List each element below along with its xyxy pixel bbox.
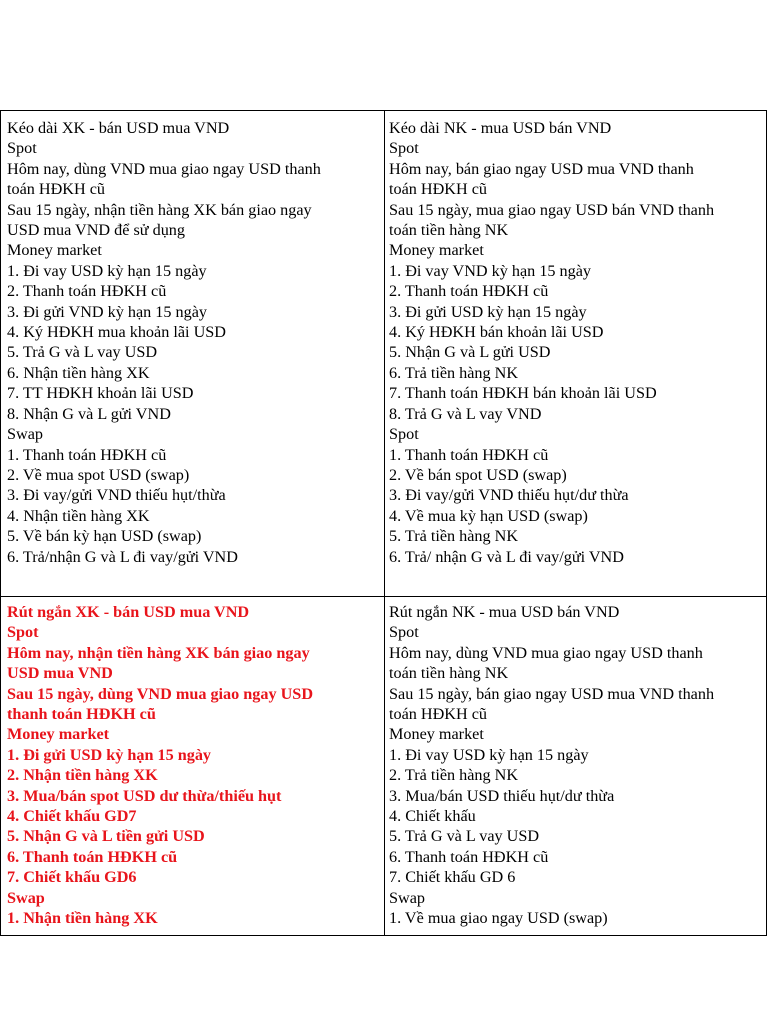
cell-text-line: 6. Thanh toán HĐKH cũ [389,847,549,866]
cell-text-line: 4. Chiết khấu [389,807,476,826]
cell-text-line: 4. Chiết khấu GD7 [7,807,137,826]
cell-text-line: 1. Về mua giao ngay USD (swap) [389,909,608,928]
cell-text-line: 3. Đi gửi USD kỳ hạn 15 ngày [389,302,587,321]
cell-text-line: 1. Thanh toán HĐKH cũ [7,445,167,464]
cell-shorten-import [389,602,714,929]
cell-text-line: 1. Thanh toán HĐKH cũ [389,445,549,464]
cell-text-line: 1. Đi vay USD kỳ hạn 15 ngày [7,261,207,280]
cell-heading: Rút ngắn XK - bán USD mua VND [7,603,250,621]
cell-shorten-export [7,602,313,929]
cell-text-line: 4. Ký HĐKH bán khoản lãi USD [389,323,604,342]
cell-text-line: Swap [7,888,45,907]
cell-extend-import [389,118,714,567]
cell-text-line: 3. Mua/bán USD thiếu hụt/dư thừa [389,786,615,805]
cell-text-line: 5. Nhận G và L tiền gửi USD [7,827,205,846]
cell-text-line: Sau 15 ngày, mua giao ngay USD bán VND thanh [389,200,715,219]
cell-text-line: 2. Về mua spot USD (swap) [7,465,190,484]
cell-text-line: 4. Về mua kỳ hạn USD (swap) [389,506,588,525]
cell-text-line: Hôm nay, bán giao ngay USD mua VND thanh [389,159,694,178]
cell-text-line: 6. Trả tiền hàng NK [389,363,519,382]
cell-text-line: 2. Trả tiền hàng NK [389,766,519,785]
cell-text-line: toán HĐKH cũ [389,705,488,724]
cell-text-line: 3. Đi vay/gửi VND thiếu hụt/dư thừa [389,486,629,505]
cell-text-line: toán tiền hàng NK [389,221,509,240]
cell-text-line: 6. Trả/ nhận G và L đi vay/gửi VND [389,547,624,566]
cell-text-line: Spot [389,623,419,642]
cell-text-line: 6. Nhận tiền hàng XK [7,363,150,382]
cell-text-line: 5. Nhận G và L gửi USD [389,343,551,362]
cell-heading: Kéo dài NK - mua USD bán VND [389,119,612,137]
cell-text-line: Money market [7,241,102,260]
cell-text-line: toán HĐKH cũ [389,180,488,199]
cell-text-line: 1. Nhận tiền hàng XK [7,909,158,928]
cell-text-line: toán HĐKH cũ [7,180,106,199]
column-divider [384,111,385,935]
cell-text-line: Money market [389,241,484,260]
cell-text-line: toán tiền hàng NK [389,664,509,683]
cell-text-line: 3. Đi vay/gửi VND thiếu hụt/thừa [7,486,226,505]
cell-text-line: 4. Ký HĐKH mua khoản lãi USD [7,323,226,342]
cell-text-line: Sau 15 ngày, nhận tiền hàng XK bán giao ngay [7,200,312,219]
cell-text-line: USD mua VND [7,664,113,683]
cell-text-line: Spot [389,425,419,444]
cell-text-line: 8. Nhận G và L gửi VND [7,404,171,423]
cell-text-line: 2. Thanh toán HĐKH cũ [389,282,549,301]
cell-text-line: Money market [7,725,110,744]
cell-text-line: 4. Nhận tiền hàng XK [7,506,150,525]
cell-extend-export [7,118,321,567]
cell-text-line: 7. Chiết khấu GD6 [7,868,137,887]
cell-text-line: Hôm nay, dùng VND mua giao ngay USD thanh [7,159,321,178]
cell-text-line: Spot [7,139,37,158]
cell-text-line: 7. Thanh toán HĐKH bán khoản lãi USD [389,384,657,403]
cell-text-line: Hôm nay, nhận tiền hàng XK bán giao ngay [7,643,310,662]
cell-text-line: Spot [389,139,419,158]
cell-text-line: 8. Trả G và L vay VND [389,404,542,423]
cell-text-line: 7. Chiết khấu GD 6 [389,868,516,887]
cell-text-line: 7. TT HĐKH khoản lãi USD [7,384,194,403]
cell-text-line: 3. Mua/bán spot USD dư thừa/thiếu hụt [7,786,282,805]
cell-text-line: Sau 15 ngày, bán giao ngay USD mua VND thanh [389,684,715,703]
cell-text-line: 1. Đi gửi USD kỳ hạn 15 ngày [7,745,212,764]
cell-text-line: 6. Thanh toán HĐKH cũ [7,847,178,866]
cell-text-line: 5. Trả G và L vay USD [7,343,158,362]
cell-text-line: Swap [389,888,425,907]
cell-text-line: Swap [7,425,43,444]
cell-text-line: 3. Đi gửi VND kỳ hạn 15 ngày [7,302,208,321]
cell-text-line: Hôm nay, dùng VND mua giao ngay USD thanh [389,643,703,662]
cell-heading: Rút ngắn NK - mua USD bán VND [389,603,620,621]
cell-text-line: 5. Trả tiền hàng NK [389,527,519,546]
cell-text-line: 1. Đi vay VND kỳ hạn 15 ngày [389,261,592,280]
cell-text-line: 6. Trả/nhận G và L đi vay/gửi VND [7,547,238,566]
cell-text-line: USD mua VND để sử dụng [7,221,185,240]
row-divider [1,596,766,597]
cell-text-line: Money market [389,725,484,744]
comparison-table [0,110,767,936]
cell-heading: Kéo dài XK - bán USD mua VND [7,119,230,137]
cell-text-line: Sau 15 ngày, dùng VND mua giao ngay USD [7,684,314,703]
cell-text-line: 2. Nhận tiền hàng XK [7,766,158,785]
cell-text-line: 2. Về bán spot USD (swap) [389,465,567,484]
cell-text-line: 5. Trả G và L vay USD [389,827,540,846]
cell-text-line: Spot [7,623,39,642]
cell-text-line: thanh toán HĐKH cũ [7,705,156,724]
cell-text-line: 2. Thanh toán HĐKH cũ [7,282,167,301]
cell-text-line: 5. Về bán kỳ hạn USD (swap) [7,527,202,546]
cell-text-line: 1. Đi vay USD kỳ hạn 15 ngày [389,745,589,764]
